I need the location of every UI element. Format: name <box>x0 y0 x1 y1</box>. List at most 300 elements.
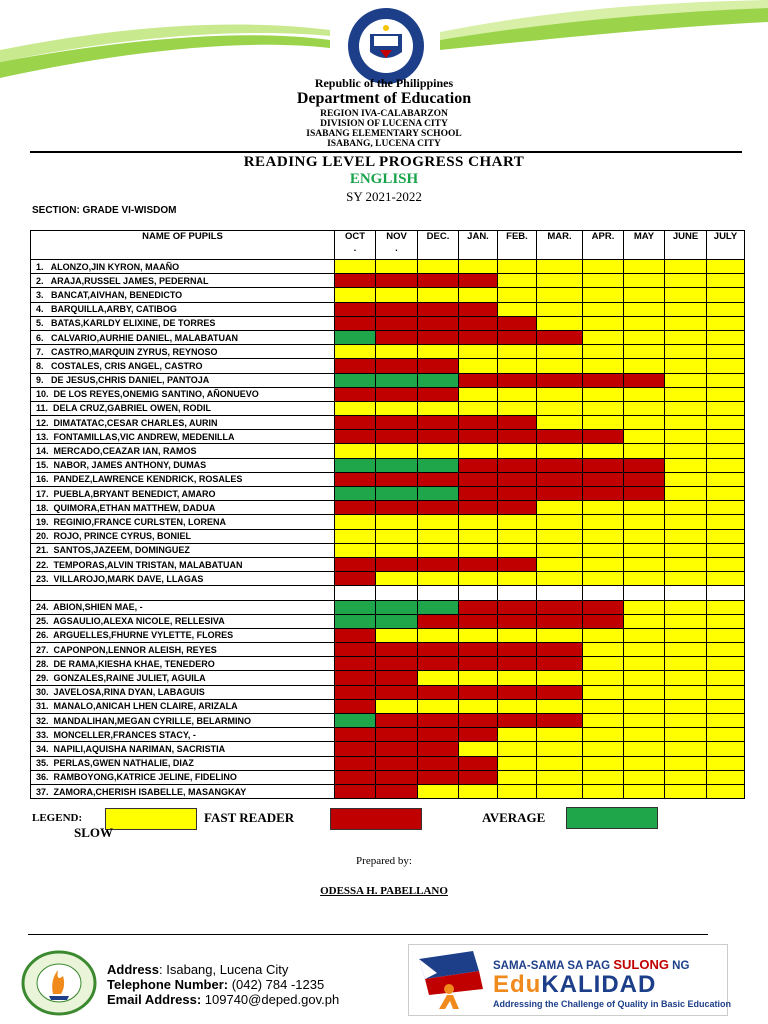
level-cell <box>707 643 745 657</box>
level-cell <box>707 373 745 387</box>
level-cell <box>583 770 624 784</box>
level-cell <box>376 770 418 784</box>
level-cell <box>459 572 498 586</box>
pupil-name: 16. PANDEZ,LAWRENCE KENDRICK, ROSALES <box>31 472 335 486</box>
level-cell <box>459 487 498 501</box>
level-cell <box>459 586 498 600</box>
level-cell <box>665 756 707 770</box>
level-cell <box>583 401 624 415</box>
level-cell <box>335 643 376 657</box>
level-cell <box>335 657 376 671</box>
month-header: JAN. <box>459 231 498 260</box>
level-cell <box>498 373 537 387</box>
pupil-name: 15. NABOR, JAMES ANTHONY, DUMAS <box>31 458 335 472</box>
level-cell <box>498 302 537 316</box>
level-cell <box>665 742 707 756</box>
level-cell <box>335 628 376 642</box>
level-cell <box>335 302 376 316</box>
level-cell <box>418 274 459 288</box>
level-cell <box>665 316 707 330</box>
level-cell <box>624 373 665 387</box>
level-cell <box>418 756 459 770</box>
level-cell <box>418 657 459 671</box>
level-cell <box>498 288 537 302</box>
legend-slow-label: SLOW <box>74 825 114 840</box>
level-cell <box>376 345 418 359</box>
level-cell <box>707 345 745 359</box>
level-cell <box>376 614 418 628</box>
level-cell <box>583 274 624 288</box>
region-text: REGION IVA-CALABARZON <box>320 109 448 119</box>
table-row <box>31 784 745 798</box>
level-cell <box>376 756 418 770</box>
level-cell <box>624 784 665 798</box>
department-title: Department of Education <box>296 90 472 107</box>
pupil-name: 11. DELA CRUZ,GABRIEL OWEN, RODIL <box>31 401 335 415</box>
level-cell <box>624 600 665 614</box>
level-cell <box>583 742 624 756</box>
level-cell <box>459 501 498 515</box>
level-cell <box>376 430 418 444</box>
header-divider <box>30 151 742 153</box>
level-cell <box>418 501 459 515</box>
level-cell <box>624 572 665 586</box>
level-cell <box>418 345 459 359</box>
level-cell <box>335 756 376 770</box>
banner-slogan-part3: NG <box>668 960 690 972</box>
level-cell <box>707 770 745 784</box>
level-cell <box>537 472 583 486</box>
level-cell <box>583 472 624 486</box>
table-row <box>31 416 745 430</box>
banner-slogan-part1: SAMA-SAMA SA PAG <box>493 960 614 972</box>
level-cell <box>665 643 707 657</box>
level-cell <box>498 572 537 586</box>
level-cell <box>665 671 707 685</box>
level-cell <box>335 330 376 344</box>
pupil-name: 17. PUEBLA,BRYANT BENEDICT, AMARO <box>31 487 335 501</box>
level-cell <box>418 543 459 557</box>
level-cell <box>376 316 418 330</box>
level-cell <box>418 444 459 458</box>
level-cell <box>665 288 707 302</box>
level-cell <box>335 714 376 728</box>
level-cell <box>498 728 537 742</box>
level-cell <box>335 742 376 756</box>
table-row <box>31 330 745 344</box>
level-cell <box>459 714 498 728</box>
level-cell <box>707 742 745 756</box>
level-cell <box>707 671 745 685</box>
level-cell <box>707 487 745 501</box>
level-cell <box>624 728 665 742</box>
level-cell <box>537 387 583 401</box>
level-cell <box>498 487 537 501</box>
banner-tagline: Addressing the Challenge of Quality in Basic Education <box>493 999 732 1009</box>
level-cell <box>418 685 459 699</box>
level-cell <box>335 487 376 501</box>
level-cell <box>498 330 537 344</box>
level-cell <box>665 274 707 288</box>
level-cell <box>665 501 707 515</box>
level-cell <box>537 373 583 387</box>
level-cell <box>583 260 624 274</box>
level-cell <box>376 472 418 486</box>
pupil-name: 30. JAVELOSA,RINA DYAN, LABAGUIS <box>31 685 335 699</box>
level-cell <box>376 444 418 458</box>
level-cell <box>707 628 745 642</box>
table-row <box>31 288 745 302</box>
level-cell <box>665 260 707 274</box>
level-cell <box>707 515 745 529</box>
level-cell <box>335 458 376 472</box>
level-cell <box>459 373 498 387</box>
level-cell <box>624 260 665 274</box>
level-cell <box>459 671 498 685</box>
level-cell <box>583 657 624 671</box>
pupil-name: 31. MANALO,ANICAH LHEN CLAIRE, ARIZALA <box>31 699 335 713</box>
progress-table <box>30 230 745 799</box>
pupil-name: 5. BATAS,KARLDY ELIXINE, DE TORRES <box>31 316 335 330</box>
table-row <box>31 770 745 784</box>
level-cell <box>335 600 376 614</box>
level-cell <box>583 756 624 770</box>
level-cell <box>376 387 418 401</box>
level-cell <box>537 515 583 529</box>
banner-wordmark <box>493 971 656 999</box>
level-cell <box>418 614 459 628</box>
level-cell <box>498 359 537 373</box>
level-cell <box>665 416 707 430</box>
level-cell <box>537 657 583 671</box>
level-cell <box>583 302 624 316</box>
level-cell <box>624 288 665 302</box>
level-cell <box>624 586 665 600</box>
level-cell <box>418 784 459 798</box>
level-cell <box>583 288 624 302</box>
level-cell <box>624 671 665 685</box>
pupil-name: 2. ARAJA,RUSSEL JAMES, PEDERNAL <box>31 274 335 288</box>
level-cell <box>707 330 745 344</box>
month-header: JULY <box>707 231 745 260</box>
pupil-name: 3. BANCAT,AIVHAN, BENEDICTO <box>31 288 335 302</box>
level-cell <box>335 444 376 458</box>
pupil-name: 6. CALVARIO,AURHIE DANIEL, MALABATUAN <box>31 330 335 344</box>
phone-line <box>107 977 339 992</box>
division-text: DIVISION OF LUCENA CITY <box>320 119 448 129</box>
level-cell <box>376 643 418 657</box>
pupil-name: 36. RAMBOYONG,KATRICE JELINE, FIDELINO <box>31 770 335 784</box>
level-cell <box>665 430 707 444</box>
level-cell <box>583 714 624 728</box>
level-cell <box>583 416 624 430</box>
level-cell <box>498 274 537 288</box>
table-row <box>31 557 745 571</box>
level-cell <box>665 302 707 316</box>
table-header-row <box>31 231 745 260</box>
level-cell <box>459 529 498 543</box>
level-cell <box>335 543 376 557</box>
level-cell <box>459 756 498 770</box>
level-cell <box>665 586 707 600</box>
level-cell <box>498 699 537 713</box>
level-cell <box>537 288 583 302</box>
level-cell <box>418 330 459 344</box>
level-cell <box>583 643 624 657</box>
month-header: MAY <box>624 231 665 260</box>
level-cell <box>707 600 745 614</box>
level-cell <box>537 359 583 373</box>
level-cell <box>583 373 624 387</box>
school-address-text: ISABANG, LUCENA CITY <box>327 139 441 149</box>
level-cell <box>707 728 745 742</box>
level-cell <box>498 387 537 401</box>
pupil-name: 19. REGINIO,FRANCE CURLSTEN, LORENA <box>31 515 335 529</box>
month-header: OCT . <box>335 231 376 260</box>
level-cell <box>459 515 498 529</box>
level-cell <box>418 643 459 657</box>
pupil-name: 10. DE LOS REYES,ONEMIG SANTINO, AÑONUEVO <box>31 387 335 401</box>
level-cell <box>498 529 537 543</box>
level-cell <box>418 728 459 742</box>
level-cell <box>583 444 624 458</box>
level-cell <box>665 699 707 713</box>
table-row <box>31 742 745 756</box>
level-cell <box>459 543 498 557</box>
level-cell <box>665 614 707 628</box>
level-cell <box>583 430 624 444</box>
level-cell <box>624 643 665 657</box>
table-row <box>31 501 745 515</box>
level-cell <box>418 288 459 302</box>
level-cell <box>376 359 418 373</box>
level-cell <box>665 472 707 486</box>
legend-green-swatch <box>566 807 658 829</box>
level-cell <box>418 401 459 415</box>
level-cell <box>624 756 665 770</box>
table-row <box>31 373 745 387</box>
level-cell <box>707 430 745 444</box>
level-cell <box>498 628 537 642</box>
level-cell <box>335 586 376 600</box>
pupil-name: 21. SANTOS,JAZEEM, DOMINGUEZ <box>31 543 335 557</box>
pupil-name: 13. FONTAMILLAS,VIC ANDREW, MEDENILLA <box>31 430 335 444</box>
level-cell <box>624 416 665 430</box>
level-cell <box>624 401 665 415</box>
table-row <box>31 628 745 642</box>
pupil-name: 20. ROJO, PRINCE CYRUS, BONIEL <box>31 529 335 543</box>
table-row <box>31 756 745 770</box>
level-cell <box>376 628 418 642</box>
table-row <box>31 529 745 543</box>
banner-slogan <box>493 957 689 972</box>
level-cell <box>707 657 745 671</box>
level-cell <box>583 529 624 543</box>
level-cell <box>376 416 418 430</box>
deped-seal <box>330 6 442 86</box>
level-cell <box>583 515 624 529</box>
level-cell <box>335 416 376 430</box>
level-cell <box>583 316 624 330</box>
level-cell <box>537 770 583 784</box>
level-cell <box>459 643 498 657</box>
table-row <box>31 487 745 501</box>
level-cell <box>537 330 583 344</box>
level-cell <box>665 714 707 728</box>
level-cell <box>707 359 745 373</box>
level-cell <box>498 472 537 486</box>
level-cell <box>498 600 537 614</box>
level-cell <box>335 614 376 628</box>
level-cell <box>376 330 418 344</box>
level-cell <box>376 657 418 671</box>
level-cell <box>624 557 665 571</box>
level-cell <box>537 586 583 600</box>
level-cell <box>665 543 707 557</box>
table-row <box>31 359 745 373</box>
level-cell <box>537 260 583 274</box>
level-cell <box>537 742 583 756</box>
level-cell <box>665 458 707 472</box>
level-cell <box>498 401 537 415</box>
level-cell <box>583 330 624 344</box>
level-cell <box>707 784 745 798</box>
level-cell <box>665 600 707 614</box>
address-line <box>107 962 339 977</box>
level-cell <box>418 487 459 501</box>
level-cell <box>537 784 583 798</box>
level-cell <box>707 543 745 557</box>
level-cell <box>498 671 537 685</box>
level-cell <box>707 572 745 586</box>
level-cell <box>624 359 665 373</box>
level-cell <box>376 529 418 543</box>
level-cell <box>537 458 583 472</box>
level-cell <box>498 515 537 529</box>
level-cell <box>665 444 707 458</box>
level-cell <box>707 260 745 274</box>
level-cell <box>335 699 376 713</box>
level-cell <box>624 444 665 458</box>
level-cell <box>459 345 498 359</box>
level-cell <box>459 770 498 784</box>
level-cell <box>335 784 376 798</box>
level-cell <box>335 260 376 274</box>
pupil-name: 33. MONCELLER,FRANCES STACY, - <box>31 728 335 742</box>
phone-value: (042) 784 -1235 <box>228 977 325 992</box>
level-cell <box>624 685 665 699</box>
level-cell <box>459 430 498 444</box>
legend-label: LEGEND: <box>32 812 83 824</box>
level-cell <box>335 557 376 571</box>
level-cell <box>376 501 418 515</box>
level-cell <box>376 586 418 600</box>
table-row <box>31 543 745 557</box>
level-cell <box>583 501 624 515</box>
level-cell <box>498 316 537 330</box>
level-cell <box>498 543 537 557</box>
level-cell <box>707 756 745 770</box>
level-cell <box>335 671 376 685</box>
level-cell <box>537 401 583 415</box>
level-cell <box>335 529 376 543</box>
level-cell <box>335 430 376 444</box>
level-cell <box>418 260 459 274</box>
level-cell <box>537 302 583 316</box>
level-cell <box>376 572 418 586</box>
pupil-name: 37. ZAMORA,CHERISH ISABELLE, MASANGKAY <box>31 784 335 798</box>
level-cell <box>537 487 583 501</box>
prepared-by-label: Prepared by: <box>356 855 412 867</box>
pupil-name: 9. DE JESUS,CHRIS DANIEL, PANTOJA <box>31 373 335 387</box>
pupil-name: 27. CAPONPON,LENNOR ALEISH, REYES <box>31 643 335 657</box>
level-cell <box>624 628 665 642</box>
level-cell <box>376 742 418 756</box>
level-cell <box>418 557 459 571</box>
level-cell <box>376 543 418 557</box>
level-cell <box>707 501 745 515</box>
level-cell <box>707 401 745 415</box>
level-cell <box>418 302 459 316</box>
level-cell <box>624 274 665 288</box>
level-cell <box>376 401 418 415</box>
edukalidad-banner <box>408 944 732 1016</box>
level-cell <box>583 671 624 685</box>
level-cell <box>583 728 624 742</box>
level-cell <box>498 345 537 359</box>
level-cell <box>376 557 418 571</box>
level-cell <box>418 316 459 330</box>
pupil-name: 32. MANDALIHAN,MEGAN CYRILLE, BELARMINO <box>31 714 335 728</box>
level-cell <box>624 458 665 472</box>
level-cell <box>624 316 665 330</box>
email-label: Email Address: <box>107 992 202 1007</box>
level-cell <box>537 529 583 543</box>
level-cell <box>498 784 537 798</box>
level-cell <box>376 458 418 472</box>
table-row <box>31 345 745 359</box>
level-cell <box>707 416 745 430</box>
level-cell <box>459 316 498 330</box>
level-cell <box>707 458 745 472</box>
school-year: SY 2021-2022 <box>346 189 422 204</box>
level-cell <box>537 714 583 728</box>
level-cell <box>459 742 498 756</box>
pupil-name: 35. PERLAS,GWEN NATHALIE, DIAZ <box>31 756 335 770</box>
table-row <box>31 472 745 486</box>
level-cell <box>335 472 376 486</box>
level-cell <box>459 416 498 430</box>
level-cell <box>335 501 376 515</box>
table-row <box>31 302 745 316</box>
level-cell <box>376 699 418 713</box>
email-line <box>107 992 339 1007</box>
level-cell <box>376 260 418 274</box>
level-cell <box>583 543 624 557</box>
level-cell <box>583 586 624 600</box>
level-cell <box>459 274 498 288</box>
level-cell <box>498 657 537 671</box>
chart-title: READING LEVEL PROGRESS CHART <box>243 154 525 170</box>
pupil-name: 23. VILLAROJO,MARK DAVE, LLAGAS <box>31 572 335 586</box>
level-cell <box>335 316 376 330</box>
level-cell <box>335 274 376 288</box>
level-cell <box>665 345 707 359</box>
level-cell <box>459 401 498 415</box>
level-cell <box>583 699 624 713</box>
legend-yellow-swatch <box>105 808 197 830</box>
table-row <box>31 444 745 458</box>
